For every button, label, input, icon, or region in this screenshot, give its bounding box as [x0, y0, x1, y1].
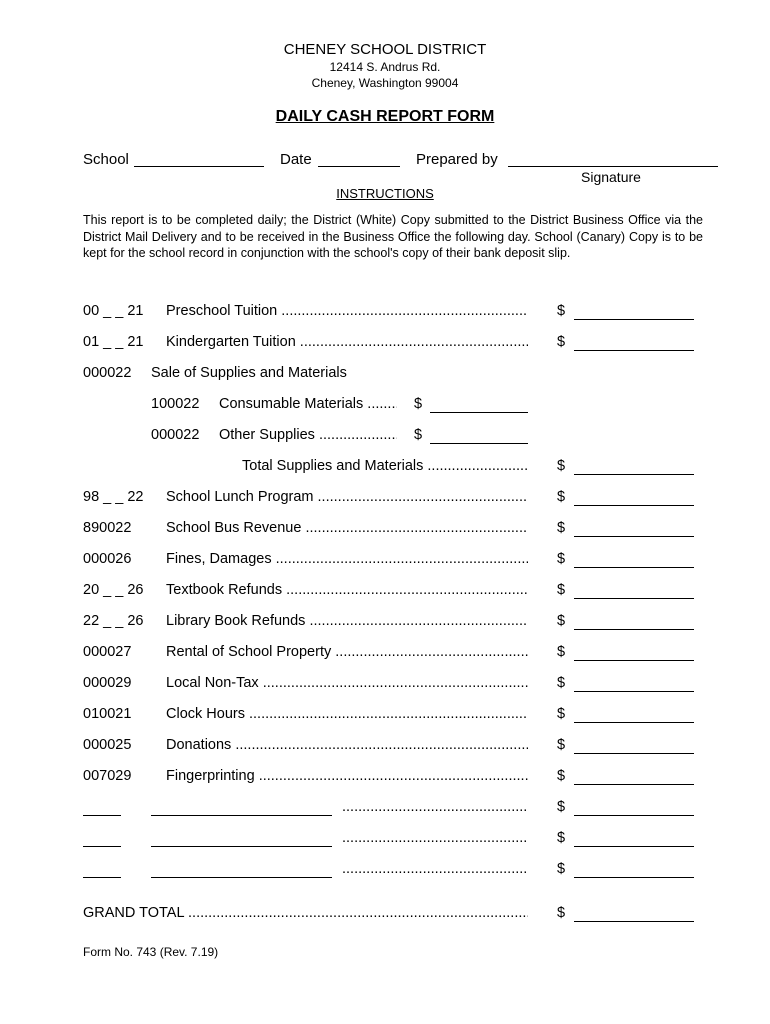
signature-label: Signature	[581, 169, 641, 185]
instructions-text: This report is to be completed daily; the District (White) Copy submitted to the District Business Office via the District Mail Delivery and to be received in the Business Office the following day. School (Canary) Copy is to be kept for the school record in conjunction with the school's copy of their bank deposit slip.	[83, 213, 703, 260]
amount-field[interactable]	[574, 350, 694, 351]
line-label: Local Non-Tax .....	[166, 675, 528, 691]
amount-field[interactable]	[574, 629, 694, 630]
school-label: School	[83, 151, 129, 168]
dollar-sign: $	[557, 334, 566, 350]
amount-field[interactable]	[574, 567, 694, 568]
blank-description-field[interactable]	[151, 815, 332, 816]
blank-description-field[interactable]	[151, 846, 332, 847]
amount-field[interactable]	[574, 722, 694, 723]
instructions-title: INSTRUCTIONS	[336, 186, 434, 201]
line-label: Donations .....	[166, 737, 528, 753]
sub-line-code: 100022	[151, 396, 200, 412]
dot-leader	[342, 799, 528, 815]
line-label: School Lunch Program .....	[166, 489, 528, 505]
section-label: Sale of Supplies and Materials	[151, 365, 347, 381]
line-label: Textbook Refunds .....	[166, 582, 528, 598]
dollar-sign: $	[557, 458, 566, 474]
grand-total-label: GRAND TOTAL .....	[83, 905, 528, 921]
dollar-sign: $	[557, 551, 566, 567]
blank-code-field[interactable]	[83, 877, 121, 878]
line-label: Clock Hours .....	[166, 706, 528, 722]
dollar-sign: $	[557, 613, 566, 629]
amount-field[interactable]	[574, 505, 694, 506]
amount-field[interactable]	[574, 474, 694, 475]
address-line-1: 12414 S. Andrus Rd.	[329, 60, 441, 74]
dollar-sign: $	[557, 799, 566, 815]
school-field[interactable]	[134, 166, 264, 167]
dollar-sign: $	[557, 768, 566, 784]
blank-code-field[interactable]	[83, 815, 121, 816]
district-name: CHENEY SCHOOL DISTRICT	[283, 41, 487, 58]
sub-line-label: Consumable Materials .....	[219, 396, 397, 412]
line-label: Library Book Refunds .....	[166, 613, 528, 629]
line-code: 000026	[83, 551, 132, 567]
line-code: 98 _ _ 22	[83, 489, 144, 505]
line-code: 010021	[83, 706, 132, 722]
address-line-2: Cheney, Washington 99004	[311, 76, 459, 90]
line-label: Fingerprinting .....	[166, 768, 528, 784]
amount-field[interactable]	[574, 753, 694, 754]
date-field[interactable]	[318, 166, 400, 167]
line-label: Fines, Damages .....	[166, 551, 528, 567]
dollar-sign: $	[414, 396, 423, 412]
dollar-sign: $	[557, 905, 566, 921]
dollar-sign: $	[557, 737, 566, 753]
line-label: School Bus Revenue .....	[166, 520, 528, 536]
amount-field[interactable]	[574, 536, 694, 537]
sub-amount-field[interactable]	[430, 412, 528, 413]
line-code: 000029	[83, 675, 132, 691]
dollar-sign: $	[557, 675, 566, 691]
dot-leader	[342, 861, 528, 877]
amount-field[interactable]	[574, 598, 694, 599]
amount-field[interactable]	[574, 319, 694, 320]
sub-amount-field[interactable]	[430, 443, 528, 444]
line-code: 000025	[83, 737, 132, 753]
amount-field[interactable]	[574, 691, 694, 692]
prepared-by-field[interactable]	[508, 166, 718, 167]
sub-line-code: 000022	[151, 427, 200, 443]
sub-line-label: Other Supplies .....	[219, 427, 397, 443]
dollar-sign: $	[557, 582, 566, 598]
amount-field[interactable]	[574, 660, 694, 661]
line-code: 007029	[83, 768, 132, 784]
line-label: Kindergarten Tuition .....	[166, 334, 528, 350]
blank-code-field[interactable]	[83, 846, 121, 847]
dollar-sign: $	[557, 706, 566, 722]
amount-field[interactable]	[574, 784, 694, 785]
line-code: 22 _ _ 26	[83, 613, 144, 629]
prepared-by-label: Prepared by	[416, 151, 498, 168]
line-code: 01 _ _ 21	[83, 334, 144, 350]
amount-field[interactable]	[574, 815, 694, 816]
grand-total-field[interactable]	[574, 921, 694, 922]
line-label: Rental of School Property .....	[166, 644, 528, 660]
dollar-sign: $	[557, 520, 566, 536]
dollar-sign: $	[557, 644, 566, 660]
dollar-sign: $	[557, 303, 566, 319]
line-label: Preschool Tuition .....	[166, 303, 528, 319]
dollar-sign: $	[557, 830, 566, 846]
line-code: 890022	[83, 520, 132, 536]
dot-leader	[342, 830, 528, 846]
dollar-sign: $	[557, 489, 566, 505]
line-code: 20 _ _ 26	[83, 582, 144, 598]
line-code: 00 _ _ 21	[83, 303, 144, 319]
line-code: 000022	[83, 365, 132, 381]
amount-field[interactable]	[574, 877, 694, 878]
form-number: Form No. 743 (Rev. 7.19)	[83, 945, 219, 959]
total-supplies-label: Total Supplies and Materials .....	[242, 458, 528, 474]
amount-field[interactable]	[574, 846, 694, 847]
line-code: 000027	[83, 644, 132, 660]
blank-description-field[interactable]	[151, 877, 332, 878]
dollar-sign: $	[557, 861, 566, 877]
date-label: Date	[280, 151, 312, 168]
dollar-sign: $	[414, 427, 423, 443]
form-title: DAILY CASH REPORT FORM	[275, 108, 495, 125]
